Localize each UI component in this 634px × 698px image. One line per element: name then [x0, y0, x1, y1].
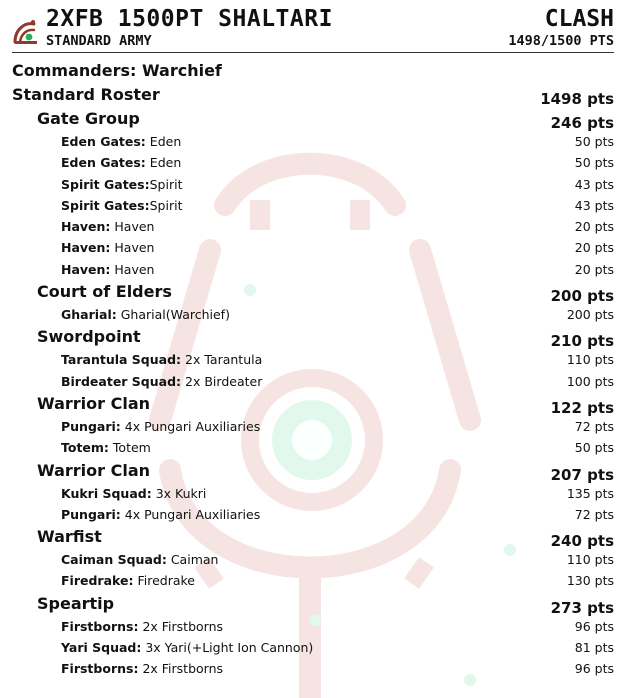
- battlegroup-row: [0, 526, 634, 550]
- battlegroup-row: [0, 326, 634, 350]
- unit-points: 96 pts: [574, 661, 614, 677]
- unit-detail: Caiman: [170, 552, 219, 568]
- battlegroup-points: 210 pts: [550, 332, 614, 351]
- unit-points: 43 pts: [574, 197, 614, 213]
- commanders-line: Commanders: Warchief: [12, 61, 222, 80]
- unit-detail: 2x Birdeater: [185, 373, 263, 389]
- unit-name: Firedrake:: [61, 573, 134, 589]
- unit-detail: 4x Pungari Auxiliaries: [124, 418, 261, 434]
- unit-points: 100 pts: [566, 373, 614, 389]
- unit-name: Pungari:: [61, 506, 121, 522]
- unit-points: 43 pts: [574, 176, 614, 192]
- unit-row: [0, 175, 634, 196]
- unit-detail: Haven: [114, 219, 155, 235]
- unit-name: Spirit Gates:: [61, 176, 150, 192]
- battlegroup-name: Swordpoint: [37, 327, 141, 347]
- unit-name: Birdeater Squad:: [61, 373, 182, 389]
- roster-label: Standard Roster: [12, 85, 160, 104]
- unit-row: [0, 484, 634, 505]
- unit-points: 96 pts: [574, 618, 614, 634]
- unit-row: [0, 438, 634, 459]
- battlegroup-points: 273 pts: [550, 598, 614, 617]
- army-title: 2XFB 1500PT SHALTARI: [46, 6, 333, 32]
- battlegroup-name: Gate Group: [37, 109, 140, 128]
- unit-row: [0, 196, 634, 217]
- unit-name: Yari Squad:: [61, 640, 142, 656]
- unit-detail: Spirit: [149, 176, 183, 192]
- unit-detail: Spirit: [149, 197, 183, 213]
- unit-detail: Gharial(Warchief): [120, 307, 230, 323]
- points-summary: 1498/1500 PTS: [508, 33, 614, 49]
- unit-points: 130 pts: [566, 573, 614, 589]
- battlegroup-points: 122 pts: [550, 398, 614, 417]
- unit-row: [0, 238, 634, 259]
- unit-detail: Eden: [149, 134, 182, 149]
- battlegroup-name: Warfist: [37, 527, 102, 547]
- unit-detail: 2x Tarantula: [185, 352, 263, 368]
- unit-name: Firstborns:: [61, 618, 139, 634]
- unit-row: [0, 372, 634, 393]
- unit-row: [0, 659, 634, 680]
- unit-points: 72 pts: [574, 506, 614, 522]
- header-divider: [12, 52, 614, 53]
- unit-row: [0, 350, 634, 371]
- unit-detail: Haven: [114, 261, 155, 277]
- battlegroup-row: [0, 593, 634, 617]
- unit-name: Eden Gates:: [61, 155, 146, 171]
- unit-row: [0, 505, 634, 526]
- battlegroup-list: [0, 108, 634, 681]
- unit-name: Eden Gates:: [61, 134, 146, 149]
- unit-name: Haven:: [61, 261, 111, 277]
- unit-detail: 2x Firstborns: [142, 661, 224, 677]
- unit-name: Pungari:: [61, 418, 121, 434]
- unit-row: [0, 305, 634, 326]
- standard-roster-row: [12, 85, 614, 107]
- unit-name: Spirit Gates:: [61, 197, 150, 213]
- unit-name: Haven:: [61, 219, 111, 235]
- unit-row: [0, 132, 634, 153]
- battlegroup-row: [0, 393, 634, 417]
- battlegroup-name: Warrior Clan: [37, 460, 151, 480]
- roster-points: 1498 pts: [540, 90, 614, 108]
- battlegroup-points: 240 pts: [550, 532, 614, 551]
- battlegroup-name: Warrior Clan: [37, 393, 151, 413]
- unit-points: 110 pts: [566, 352, 614, 368]
- battlegroup-points: 207 pts: [550, 465, 614, 484]
- battlegroup-name: Court of Elders: [37, 282, 172, 302]
- unit-detail: Firedrake: [137, 573, 195, 589]
- unit-row: [0, 153, 634, 174]
- army-header: [0, 0, 634, 54]
- unit-row: [0, 550, 634, 571]
- unit-row: [0, 617, 634, 638]
- unit-points: 50 pts: [574, 440, 614, 456]
- unit-points: 20 pts: [574, 219, 614, 235]
- unit-points: 50 pts: [574, 134, 614, 149]
- army-subtitle: STANDARD ARMY: [46, 33, 152, 49]
- unit-name: Firstborns:: [61, 661, 139, 677]
- unit-points: 135 pts: [566, 485, 614, 501]
- unit-points: 110 pts: [566, 552, 614, 568]
- unit-points: 50 pts: [574, 155, 614, 171]
- unit-detail: 3x Yari(+Light Ion Cannon): [145, 640, 314, 656]
- unit-points: 20 pts: [574, 240, 614, 256]
- unit-row: [0, 217, 634, 238]
- battlegroup-row: [0, 460, 634, 484]
- unit-row: [0, 638, 634, 659]
- unit-name: Gharial:: [61, 307, 117, 323]
- unit-detail: Totem: [112, 440, 151, 456]
- unit-name: Caiman Squad:: [61, 552, 167, 568]
- unit-row: [0, 571, 634, 592]
- unit-detail: 2x Firstborns: [142, 618, 224, 634]
- unit-points: 81 pts: [574, 640, 614, 656]
- unit-name: Tarantula Squad:: [61, 352, 182, 368]
- unit-row: [0, 417, 634, 438]
- unit-row: [0, 260, 634, 281]
- unit-points: 20 pts: [574, 261, 614, 277]
- unit-detail: Haven: [114, 240, 155, 256]
- battlegroup-points: 246 pts: [550, 114, 614, 132]
- game-mode: CLASH: [544, 6, 614, 32]
- unit-name: Totem:: [61, 440, 109, 456]
- battlegroup-row: [0, 108, 634, 132]
- unit-detail: 3x Kukri: [155, 485, 207, 501]
- battlegroup-points: 200 pts: [550, 287, 614, 306]
- unit-detail: 4x Pungari Auxiliaries: [124, 506, 261, 522]
- unit-detail: Eden: [149, 155, 182, 171]
- battlegroup-name: Speartip: [37, 593, 115, 613]
- battlegroup-row: [0, 281, 634, 305]
- unit-points: 72 pts: [574, 418, 614, 434]
- shaltari-faction-icon: [12, 18, 40, 46]
- unit-points: 200 pts: [566, 307, 614, 323]
- unit-name: Kukri Squad:: [61, 485, 152, 501]
- unit-name: Haven:: [61, 240, 111, 256]
